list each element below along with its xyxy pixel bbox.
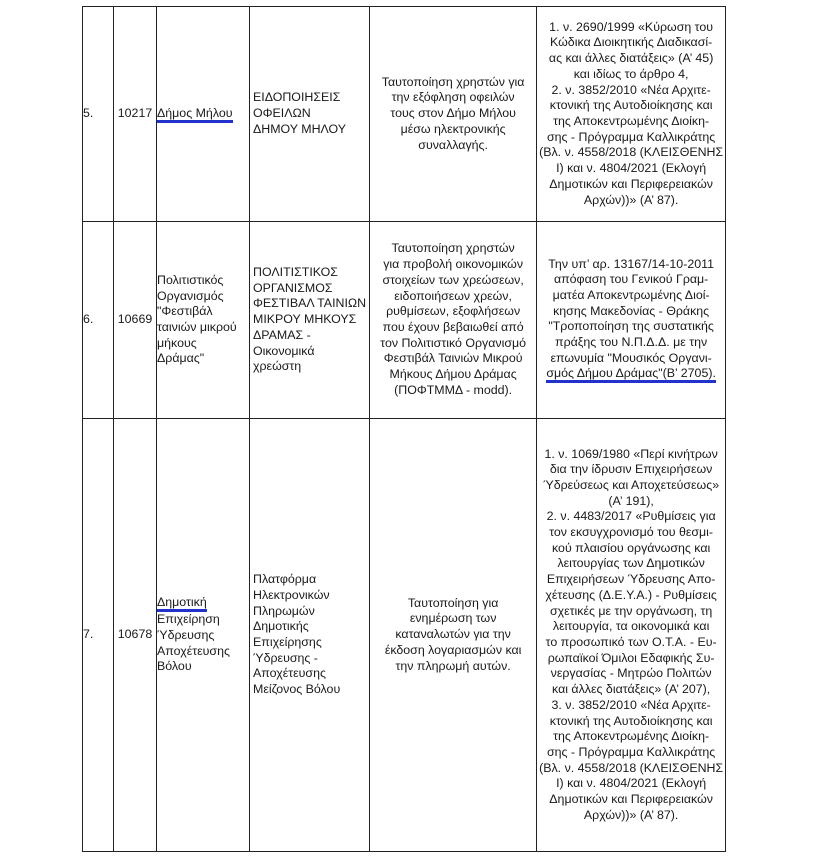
service-name-line: ΔΗΜΟΥ ΜΗΛΟΥ: [253, 121, 347, 136]
legal-basis-line: κτονική της Αυτοδιοίκησης και: [549, 98, 713, 113]
purpose-line: Ταυτοποίηση χρηστών: [391, 241, 515, 256]
row-number: 5.: [83, 106, 94, 121]
legal-basis-line-underlined: σμός Δήμου Δράμας"(Β’ 2705).: [546, 366, 716, 383]
purpose-line: τους στον Δήμο Μήλου: [390, 106, 516, 121]
legal-basis-line: κησης Μακεδονίας - Θράκης: [553, 303, 710, 318]
service-name-line: ΦΕΣΤΙΒΑΛ ΤΑΙΝΙΩΝ: [253, 296, 367, 311]
legal-basis-line: Αρχών))» (Α’ 87).: [583, 192, 679, 207]
purpose-line: τον Πολιτιστικό Οργανισμό: [380, 335, 527, 350]
service-name-line: Ηλεκτρονικών: [253, 587, 330, 602]
legal-basis-line: δια την ίδρυσιν Επιχειρήσεων: [549, 462, 713, 477]
table-row: [83, 419, 726, 852]
legal-basis-line: λειτουργία, τα οικονομικά και: [552, 619, 710, 634]
service-name-line: Μείζονος Βόλου: [253, 682, 341, 697]
row-code: 10678: [117, 627, 153, 642]
legal-basis-line: κού πλαισίου οργάνωσης και: [552, 540, 711, 555]
registry-table: [82, 6, 726, 852]
organization-name-line: Επιχείρηση: [157, 612, 220, 627]
legal-basis-line: Ι) και ν. 4804/2021 (Εκλογή: [556, 161, 707, 176]
service-name-line: ΔΡΑΜΑΣ -: [253, 327, 311, 342]
legal-basis-line: Κώδικα Διοικητικής Διαδικασί-: [550, 35, 713, 50]
legal-basis-line: Ύδρεύσεως και Αποχετεύσεως»: [543, 477, 720, 492]
organization-name-underlined: Δημοτική: [157, 595, 207, 612]
purpose-line: καταναλωτών για την: [395, 627, 511, 642]
organization-name-line: μήκους: [157, 335, 197, 350]
legal-basis-line: κτονική της Αυτοδιοίκησης και: [549, 713, 713, 728]
service-name-line: Οικονομικά: [253, 343, 315, 358]
service-name-line: ΠΟΛΙΤΙΣΤΙΚΟΣ: [253, 265, 338, 280]
purpose-line: Ταυτοποίηση για: [407, 595, 499, 610]
legal-basis-line: της Αποκεντρωμένης Διοίκη-: [553, 729, 710, 744]
row-code: 10669: [117, 312, 153, 327]
purpose-line: που έχουν βεβαιωθεί από: [382, 320, 524, 334]
row-code: 10217: [117, 106, 153, 121]
organization-name-line: Οργανισμός: [157, 288, 224, 303]
purpose-line: έκδοση λογαριασμών και: [384, 642, 522, 657]
organization-name-line: Ύδρευσης: [157, 627, 215, 642]
purpose-line: την εξόφληση οφειλών: [391, 90, 515, 105]
purpose-line: για προβολή οικονομικών: [383, 257, 524, 272]
purpose-line: Ταυτοποίηση χρηστών για: [381, 74, 525, 89]
organization-name-line: Αποχέτευσης: [157, 643, 230, 658]
purpose-line: την πληρωμή αυτών.: [395, 658, 511, 673]
legal-basis-line: (Α’ 191),: [608, 493, 654, 508]
legal-basis-line: Δημοτικών και Περιφερειακών: [549, 792, 713, 807]
table-row: [83, 7, 726, 222]
service-name-line: Πληρωμών: [253, 603, 315, 618]
table-row: [83, 222, 726, 419]
service-name-line: Δημοτικής: [253, 619, 309, 634]
legal-basis-line: 3. ν. 3852/2010 «Νέα Αρχιτε-: [551, 697, 711, 712]
organization-name-line: Βόλου: [157, 659, 192, 674]
legal-basis-line: απόφαση του Γενικού Γραμ-: [553, 272, 709, 287]
service-name-line: Επιχείρησης: [253, 635, 322, 649]
purpose-line: στοιχείων των χρεώσεων,: [382, 272, 524, 287]
legal-basis-line: "Τροποποίηση της συστατικής: [548, 319, 714, 334]
legal-basis-line: σχετικές με την οργάνωση, τη: [549, 603, 713, 618]
legal-basis-line: 1. ν. 2690/1999 «Κύρωση του: [549, 19, 714, 34]
service-name-line: ΕΙΔΟΠΟΙΗΣΕΙΣ: [253, 90, 341, 105]
service-name-line: ΟΦΕΙΛΩΝ: [253, 106, 311, 121]
purpose-line: ενημέρωση των: [409, 611, 497, 626]
organization-name-line: Πολιτιστικός: [157, 272, 224, 287]
organization-name-underlined: Δήμος Μήλου: [157, 106, 233, 123]
legal-basis-line: της Αποκεντρωμένης Διοίκη-: [553, 114, 710, 128]
legal-basis-line: και ιδίως το άρθρο 4,: [573, 66, 689, 81]
legal-basis-line: Επιχειρήσεων Ύδρευσης Απο-: [546, 572, 716, 587]
legal-basis-line: Ι) και ν. 4804/2021 (Εκλογή: [556, 776, 707, 791]
service-name-line: ΜΙΚΡΟΥ ΜΗΚΟΥΣ: [253, 312, 357, 327]
legal-basis-line: το προσωπικό των Ο.Τ.Α. - Ευ-: [545, 635, 717, 649]
purpose-line: συναλλαγής.: [418, 137, 488, 152]
legal-basis-line: 1. ν. 1069/1980 «Περί κινήτρων: [544, 446, 718, 461]
purpose-line: ειδοποιήσεων χρεών,: [394, 288, 512, 303]
organization-name-line: ταινιών μικρού: [157, 320, 237, 334]
service-name-line: χρεώστη: [253, 359, 302, 374]
legal-basis-line: επωνυμία "Μουσικός Οργανι-: [550, 350, 712, 365]
legal-basis-line: 2. ν. 3852/2010 «Νέα Αρχιτε-: [551, 82, 711, 97]
legal-basis-line: τον εκσυγχρονισμό του θεσμι-: [549, 525, 714, 540]
purpose-line: ρυθμίσεων, εξοφλήσεων: [386, 304, 521, 319]
legal-basis-line: χέτευσης (Δ.Ε.Υ.Α.) - Ρυθμίσεις: [545, 587, 717, 602]
service-name-line: Πλατφόρμα: [253, 572, 317, 587]
row-number: 6.: [83, 312, 94, 327]
service-name-line: ΟΡΓΑΝΙΣΜΟΣ: [253, 280, 333, 295]
legal-basis-line: ρωπαϊκοί Όμιλοι Εδαφικής Συ-: [547, 650, 715, 665]
row-number: 7.: [83, 627, 94, 642]
legal-basis-line: Την υπ’ αρ. 13167/14-10-2011: [548, 256, 714, 271]
purpose-line: Μήκους Δήμου Δράμας: [389, 367, 517, 382]
organization-name-line: "Φεστιβάλ: [157, 304, 213, 319]
legal-basis-line: πράξης του Ν.Π.Δ.Δ. με την: [555, 335, 708, 350]
legal-basis-line: (Βλ. ν. 4558/2018 (ΚΛΕΙΣΘΕΝΗΣ: [539, 145, 724, 160]
legal-basis-line: ματέα Αποκεντρωμένης Διοί-: [552, 287, 710, 302]
service-name-line: Αποχέτευσης: [253, 666, 326, 681]
organization-name-line: Δράμας": [157, 351, 205, 366]
legal-basis-line: ας και άλλες διατάξεις» (Α’ 45): [548, 51, 714, 66]
legal-basis-line: (Βλ. ν. 4558/2018 (ΚΛΕΙΣΘΕΝΗΣ: [539, 760, 724, 775]
legal-basis-line: σης - Πρόγραμμα Καλλικράτης: [546, 129, 716, 144]
purpose-line: (ΠΟΦΤΜΜΔ - modd).: [394, 382, 513, 397]
legal-basis-line: σης - Πρόγραμμα Καλλικράτης: [546, 744, 716, 759]
purpose-line: μέσω ηλεκτρονικής: [400, 121, 506, 136]
legal-basis-line: Αρχών))» (Α’ 87).: [583, 807, 679, 822]
legal-basis-line: Δημοτικών και Περιφερειακών: [549, 176, 713, 191]
service-name-line: Ύδρευσης -: [253, 650, 318, 665]
legal-basis-line: νεργασίας - Μητρώο Πολιτών: [550, 666, 712, 681]
legal-basis-line: και άλλες διατάξεις» (Α’ 207),: [552, 682, 711, 697]
legal-basis-line: λειτουργίας των Δημοτικών: [557, 556, 705, 571]
legal-basis-line: 2. ν. 4483/2017 «Ρυθμίσεις για: [546, 509, 716, 524]
purpose-line: Φεστιβάλ Ταινιών Μικρού: [383, 351, 523, 366]
